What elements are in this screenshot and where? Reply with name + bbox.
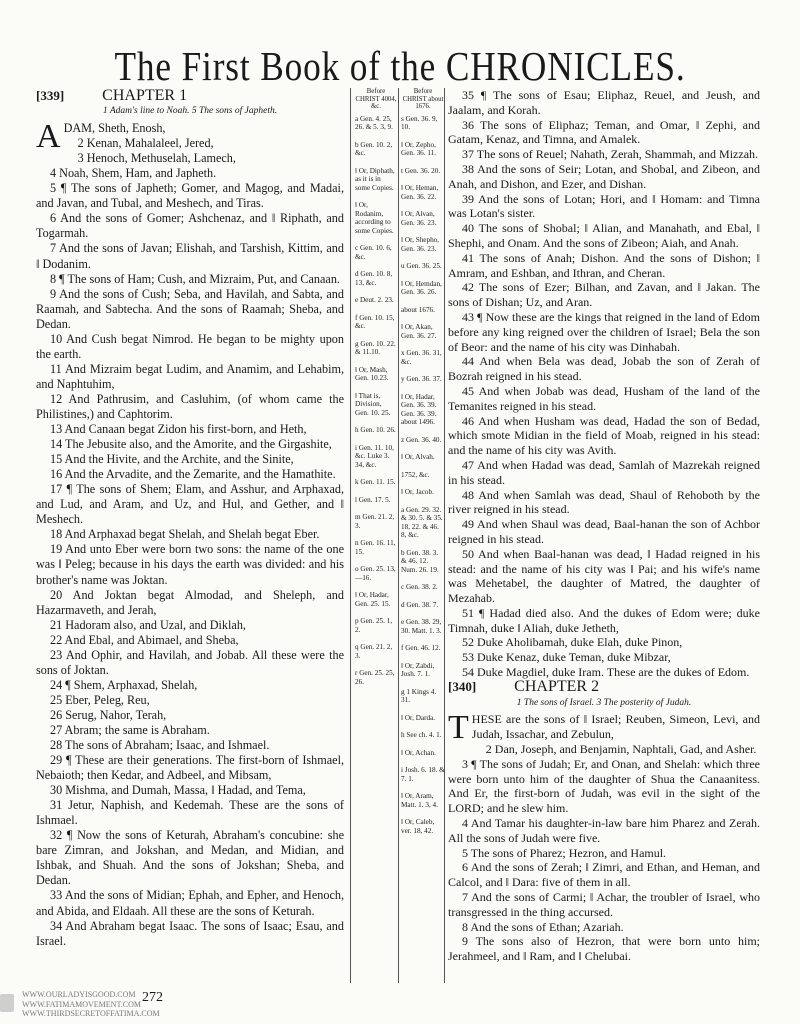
margin-note: y Gen. 36. 37. <box>401 375 442 383</box>
margin-note: f Gen. 46. 12. <box>401 644 441 652</box>
verse: 37 The sons of Reuel; Nahath, Zerah, Shammah, and Mizzah. <box>462 147 759 162</box>
verse: 29 ¶ These are their generations. The first-born of Ishmael, Nebaioth; then Kedar, and Adbeel, and Mibsam, <box>36 753 344 783</box>
site-logo-icon <box>0 994 14 1012</box>
verse: 11 And Mizraim begat Ludim, and Anamim, and Lehabim, and Naphtuhim, <box>36 361 344 391</box>
verse: 4 And Tamar his daughter-in-law bare him Pharez and Zerah. All the sons of Judah were five. <box>448 816 760 845</box>
verse: 40 The sons of Shobal; ‖ Alian, and Manahath, and Ebal, ‖ Shephi, and Onam. And the sons of Zibeon; Aiah, and Anah. <box>448 221 760 250</box>
verse: 9 And the sons of Cush; Seba, and Havilah, and Sabta, and Raamah, and Sabtecha. And the sons of Raamah; Sheba, and Dedan. <box>36 286 344 331</box>
margin-note: ‖ Or, Darda. <box>401 713 436 722</box>
verse: 48 And when Samlah was dead, Shaul of Rehoboth by the river reigned in his stead. <box>448 487 760 517</box>
margin-note: s Gen. 36. 9, 10. <box>401 114 438 131</box>
verse: 42 The sons of Ezer; Bilhan, and Zavan, and ‖ Jakan. The sons of Dishan; Uz, and Aran. <box>448 280 760 310</box>
verse-list <box>448 709 760 964</box>
margin-note: h See ch. 4. 1. <box>401 731 442 739</box>
footer-links <box>16 990 160 1019</box>
margin-note: d Gen. 10. 8, 13, &c. <box>355 270 393 287</box>
margin-note: ‖ Or, Aram, Matt. 1. 3, 4. <box>401 792 438 809</box>
margin-notes-left <box>355 88 397 695</box>
chapter-number: [340] <box>448 678 477 694</box>
margin-note: ‖ Or, Alvah. <box>401 453 435 461</box>
margin-note: h Gen. 10. 26. <box>355 426 396 434</box>
margin-note: f Gen. 10. 15, &c. <box>355 313 395 330</box>
verse: 14 The Jebusite also, and the Amorite, and the Girgashite, <box>50 437 332 452</box>
verse: 21 Hadoram also, and Uzal, and Diklah, <box>50 617 246 632</box>
margin-note: ‖ Or, Rodanim, according to some Copies. <box>355 201 394 235</box>
verse: 44 And when Bela was dead, Jobab the son of Zerah of Bozrah reigned in his stead. <box>448 354 760 384</box>
verse: 5 ¶ The sons of Japheth; Gomer, and Magog, and Madai, and Javan, and Tubal, and Meshech, and Tiras. <box>36 181 344 211</box>
margin-note: o Gen. 25. 13,—16. <box>355 565 396 582</box>
margin-note: ‖ Or, Achan. <box>401 748 436 757</box>
margin-note: i Josh. 6. 18. & 7. 1. <box>401 766 445 783</box>
page-number: 272 <box>142 990 163 1005</box>
verse: 6 And the sons of Gomer; Ashchenaz, and ‖ Riphath, and Togarmah. <box>36 211 344 241</box>
margin-note: c Gen. 38. 2. <box>401 583 438 591</box>
margin-date-heading: Before CHRIST 4004, &c. <box>355 88 397 110</box>
margin-date-heading: Before CHRIST about 1676. <box>402 88 444 110</box>
margin-note: p Gen. 25. 1, 2. <box>355 617 393 634</box>
margin-note: ‖ Or, Mash, Gen. 10.23. <box>355 365 389 382</box>
margin-note: ‖ That is, Division, Gen. 10. 25. <box>355 391 391 417</box>
margin-note: 1752, &c. <box>401 470 430 479</box>
verse: 22 And Ebal, and Abimael, and Sheba, <box>50 632 239 647</box>
verse: 2 Kenan, Mahalaleel, Jered, <box>77 136 214 151</box>
margin-note: g Gen. 10. 22. & 11.10. <box>355 339 396 356</box>
margin-note: b Gen. 10. 2, &c. <box>355 140 393 157</box>
chapter-title: CHAPTER 2 <box>514 677 600 695</box>
drop-cap: A <box>36 118 61 156</box>
left-column <box>36 88 344 949</box>
margin-note: ‖ Or, Zabdi, Josh. 7. 1. <box>401 661 435 678</box>
verse: 45 And when Jobab was dead, Husham of the land of the Temanites reigned in his stead. <box>448 383 760 413</box>
verse: 25 Eber, Peleg, Reu, <box>50 692 150 707</box>
chapter-summary: 1 Adam's line to Noah. 5 The sons of Japheth. <box>102 106 278 117</box>
margin-note: ‖ Or, Diphath, as it is in some Copies. <box>355 166 395 192</box>
margin-note: about 1676. <box>401 305 435 314</box>
verse: 6 And the sons of Zerah; ‖ Zimri, and Ethan, and Heman, and Calcol, and ‖ Dara: five of them in all. <box>448 860 760 890</box>
verse: 16 And the Arvadite, and the Zemarite, and the Hamathite. <box>50 467 336 482</box>
verse: 31 Jetur, Naphish, and Kedemah. These are the sons of Ishmael. <box>36 798 344 828</box>
margin-note: ‖ Or, Jacob. <box>401 488 434 496</box>
verse: 41 The sons of Anah; Dishon. And the sons of Dishon; ‖ Amram, and Eshban, and Ithran, and Cheran. <box>448 250 760 280</box>
verse: 2 Dan, Joseph, and Benjamin, Naphtali, Gad, and Asher. <box>485 742 757 757</box>
verse-list <box>448 88 760 680</box>
chapter-summary: 1 The sons of Israel. 3 The posterity of Judah. <box>516 697 692 708</box>
column-rule <box>398 88 399 983</box>
verse: 35 ¶ The sons of Esau; Eliphaz, Reuel, and Jeush, and Jaalam, and Korah. <box>448 88 760 117</box>
verse: 18 And Arphaxad begat Shelah, and Shelah begat Eber. <box>50 527 320 542</box>
margin-note: z Gen. 36. 40. <box>401 435 442 444</box>
margin-note: d Gen. 38. 7. <box>401 600 439 609</box>
margin-note: ‖ Or, Shepho, Gen. 36. 23. <box>401 236 440 253</box>
margin-note-list <box>401 115 445 836</box>
verse: 24 ¶ Shem, Arphaxad, Shelah, <box>50 677 198 692</box>
verse: 12 And Pathrusim, and Casluhim, (of whom came the Philistines,) and Caphtorim. <box>36 391 344 421</box>
margin-note: r Gen. 25. 25, 26. <box>355 669 395 686</box>
verse: 27 Abram; the same is Abraham. <box>50 722 210 737</box>
margin-note: l Gen. 17. 5. <box>355 495 391 504</box>
margin-note: ‖ Or, Heman, Gen. 36. 22. <box>401 184 439 201</box>
verse: 36 The sons of Eliphaz; Teman, and Omar, ‖ Zephi, and Gatam, Kenaz, and Timna, and Amalek. <box>448 117 760 147</box>
margin-note: q Gen. 21. 2, 3. <box>355 643 393 660</box>
verse: 3 Henoch, Methuselah, Lamech, <box>77 151 236 166</box>
verse: 17 ¶ The sons of Shem; Elam, and Asshur, and Arphaxad, and Lud, and Aram, and Uz, and Hul, and Gether, and ‖ Meshech. <box>36 482 344 527</box>
margin-note: ‖ Or, Caleb, ver. 18, 42. <box>401 818 435 835</box>
verse: 8 ¶ The sons of Ham; Cush, and Mizraim, Put, and Canaan. <box>50 271 340 286</box>
margin-note: ‖ Or, Hemdan, Gen. 36. 26. <box>401 279 442 296</box>
margin-note: ‖ Or, Hadar, Gen. 25. 15. <box>355 591 391 608</box>
verse: 3 ¶ The sons of Judah; Er, and Onan, and Shelah: which three were born unto him of the daughter of Shua the Canaanitess. And Er, the first-born of Judah, was evil in the sight of the LORD; and he slew him. <box>448 756 760 816</box>
footer-link[interactable]: WWW.THIRDSECRETOFFATIMA.COM <box>22 1009 160 1018</box>
verse: 47 And when Hadad was dead, Samlah of Mazrekah reigned in his stead. <box>448 457 760 487</box>
margin-note: t Gen. 36. 20. <box>401 166 441 175</box>
verse: 15 And the Hivite, and the Archite, and the Sinite, <box>50 452 294 467</box>
margin-note: i Gen. 11. 10, &c. Luke 3. 34, &c. <box>355 443 394 469</box>
chapter-title: CHAPTER 1 <box>102 87 188 104</box>
margin-note: ‖ Or, Zepho, Gen. 36. 11. <box>401 140 437 157</box>
verse: 10 And Cush begat Nimrod. He began to be mighty upon the earth. <box>36 331 344 361</box>
column-rule <box>350 88 351 983</box>
verse: 46 And when Husham was dead, Hadad the son of Bedad, which smote Midian in the field of Moab, reigned in his stead: and the name of his city was Avith. <box>448 413 760 458</box>
verse: 19 And unto Eber were born two sons: the name of the one was ‖ Peleg; because in his days the earth was divided: and his brother's name was Joktan. <box>36 542 344 587</box>
verse: 38 And the sons of Seir; Lotan, and Shobal, and Zibeon, and Anah, and Dishon, and Ezer, and Dishan. <box>448 161 760 191</box>
margin-note: x Gen. 36. 31, &c. <box>401 349 442 366</box>
verse: 20 And Joktan begat Almodad, and Sheleph, and Hazarmaveth, and Jerah, <box>36 587 344 617</box>
margin-note: m Gen. 21. 2, 3. <box>355 513 395 530</box>
verse: 8 And the sons of Ethan; Azariah. <box>462 919 624 934</box>
verse: 54 Duke Magdiel, duke Iram. These are the dukes of Edom. <box>462 665 750 680</box>
verse: 7 And the sons of Javan; Elishah, and Tarshish, Kittim, and ‖ Dodanim. <box>36 241 344 271</box>
verse: 33 And the sons of Midian; Ephah, and Epher, and Henoch, and Abida, and Eldaah. All these are the sons of Keturah. <box>36 888 344 918</box>
margin-notes-right <box>401 88 445 844</box>
verse: 49 And when Shaul was dead, Baal-hanan the son of Achbor reigned in his stead. <box>448 517 760 546</box>
verse: 50 And when Baal-hanan was dead, ‖ Hadad reigned in his stead: and the name of his city was ‖ Pai; and his wife's name was Mehetabel, the daughter of Matred, the daughter of Mezahab. <box>448 546 760 606</box>
verse: 32 ¶ Now the sons of Keturah, Abraham's concubine: she bare Zimran, and Jokshan, and Medan, and Midian, and Ishbak, and Shuah. And the sons of Jokshan; Sheba, and Dedan. <box>36 828 344 888</box>
margin-note: c Gen. 10. 6, &c. <box>355 244 392 261</box>
page-title: The First Book of the CHRONICLES. <box>114 43 686 89</box>
margin-note: g 1 Kings 4. 31. <box>401 687 437 704</box>
verse: 53 Duke Kenaz, duke Teman, duke Mibzar, <box>462 650 671 665</box>
verse: 43 ¶ Now these are the kings that reigned in the land of Edom before any king reigned over the children of Israel; Bela the son of Beor: and the name of his city was Dinhabah. <box>448 309 760 354</box>
verse: 26 Serug, Nahor, Terah, <box>50 707 167 722</box>
margin-note-list <box>355 115 397 687</box>
chapter-number: [339] <box>36 88 65 103</box>
footer-link[interactable]: WWW.OURLADYISGOOD.COM <box>22 990 136 999</box>
margin-note: n Gen. 16. 11, 15. <box>355 539 396 556</box>
verse: 34 And Abraham begat Isaac. The sons of Isaac; Esau, and Israel. <box>36 918 344 948</box>
verse-text: HESE are the sons of ‖ Israel; Reuben, Simeon, Levi, and Judah, Issachar, and Zebulun, <box>471 712 760 742</box>
verse: 30 Mishma, and Dumah, Massa, ‖ Hadad, and Tema, <box>50 783 306 798</box>
verse-text: DAM, Sheth, Enosh, <box>63 121 166 136</box>
verse: 23 And Ophir, and Havilah, and Jobab. All these were the sons of Joktan. <box>36 647 344 677</box>
margin-note: ‖ Or, Akan, Gen. 36. 27. <box>401 323 437 340</box>
chapter-heading <box>448 677 760 695</box>
margin-note: e Gen. 38. 29, 30. Matt. 1. 3. <box>401 618 442 635</box>
verse: 52 Duke Aholibamah, duke Elah, duke Pinon, <box>462 635 683 650</box>
verse <box>448 709 760 747</box>
verse: 5 The sons of Pharez; Hezron, and Hamul. <box>462 845 667 860</box>
verse: 39 And the sons of Lotan; Hori, and ‖ Homam: and Timna was Lotan's sister. <box>448 191 760 221</box>
verse: 7 And the sons of Carmi; ‖ Achar, the troubler of Israel, who transgressed in the thing accursed. <box>448 890 760 919</box>
drop-cap: T <box>448 709 469 747</box>
right-column <box>448 88 760 964</box>
margin-note: u Gen. 36. 25. <box>401 262 442 270</box>
margin-note: e Deut. 2. 23. <box>355 296 394 304</box>
margin-note: b Gen. 38. 3. & 46. 12. Num. 26. 19. <box>401 548 439 574</box>
margin-note: a Gen. 29. 32. & 30. 5. & 35. 18, 22. & 46. 8, &c. <box>401 505 443 539</box>
margin-note: ‖ Or, Alvan, Gen. 36. 23. <box>401 210 437 227</box>
footer-link[interactable]: WWW.FATIMAMOVEMENT.COM <box>22 999 141 1009</box>
chapter-heading <box>36 88 344 103</box>
verse: 4 Noah, Shem, Ham, and Japheth. <box>50 166 217 181</box>
verse: 51 ¶ Hadad died also. And the dukes of Edom were; duke Timnah, duke ‖ Aliah, duke Jetheth, <box>448 605 760 635</box>
verse: 28 The sons of Abraham; Isaac, and Ishmael. <box>50 738 270 753</box>
verse: 9 The sons also of Hezron, that were born unto him; Jerahmeel, and ‖ Ram, and ‖ Chelubai. <box>448 934 760 964</box>
verse: 13 And Canaan begat Zidon his first-born, and Heth, <box>50 422 307 437</box>
margin-note: ‖ Or, Hadar, Gen. 36. 39. Gen. 36. 39. about 1496. <box>401 392 437 426</box>
margin-note: k Gen. 11. 15. <box>355 478 396 486</box>
verse-list <box>36 118 344 949</box>
margin-note: a Gen. 4. 25, 26. & 5. 3, 9. <box>355 114 393 131</box>
